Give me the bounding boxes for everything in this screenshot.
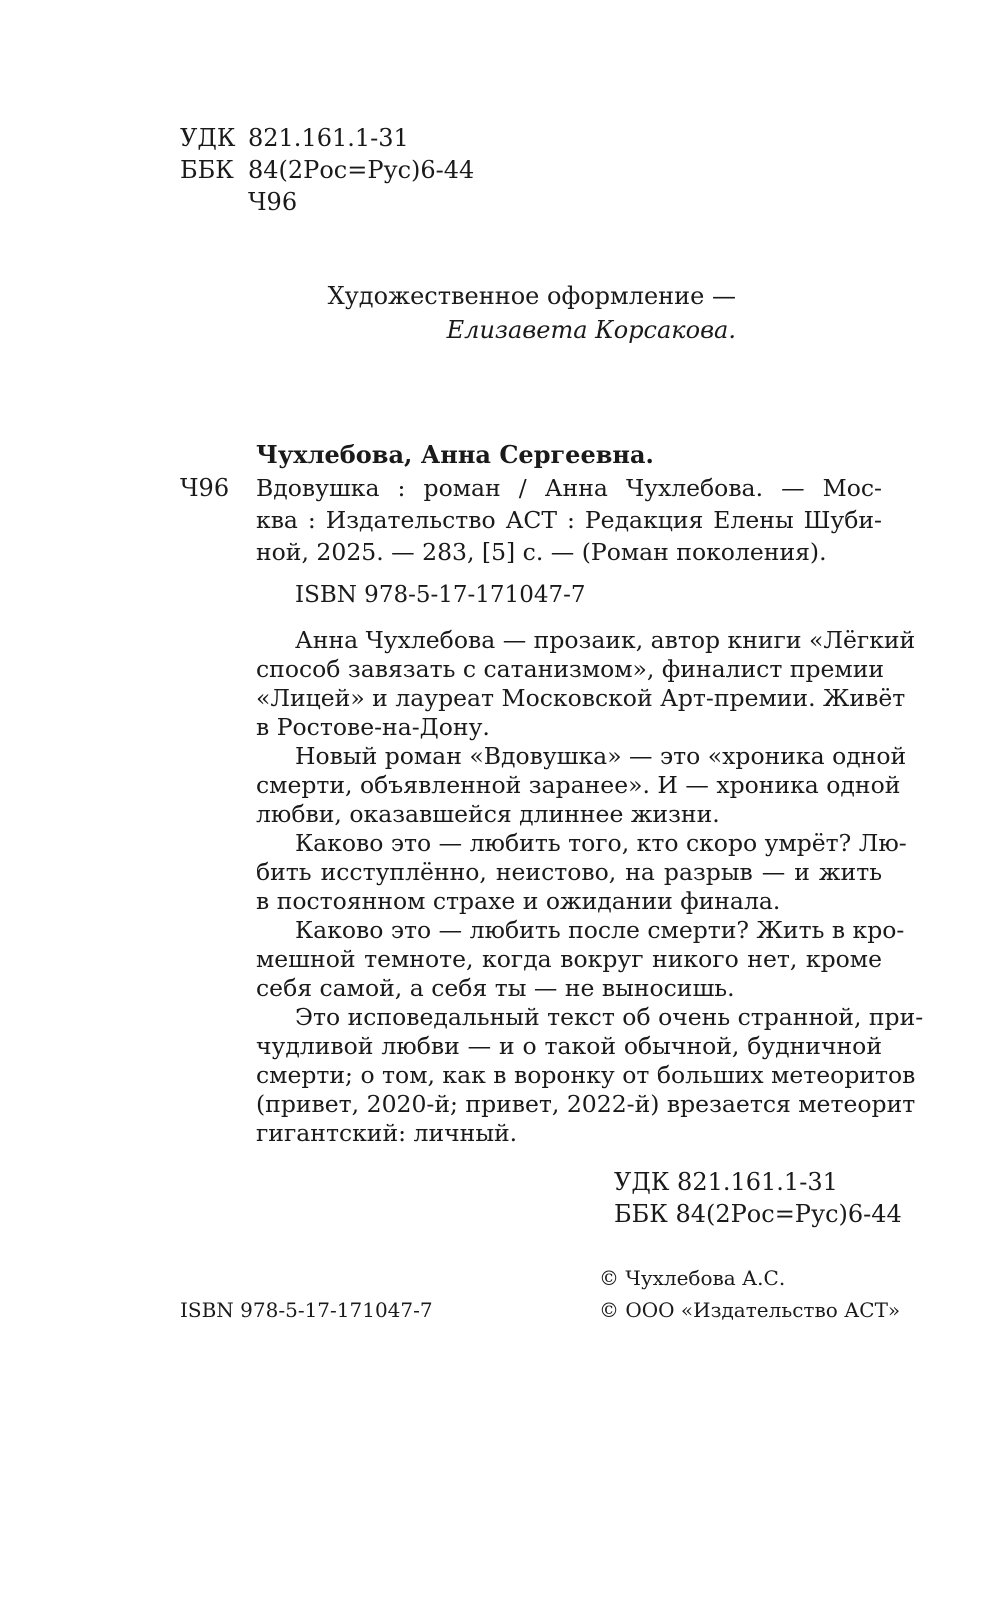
entry-line: ква : Издательство АСТ : Редакция Елены Шуби- — [256, 506, 882, 534]
copyright-publisher: © ООО «Издательство АСТ» — [599, 1298, 901, 1322]
udk-label: УДК — [180, 124, 236, 152]
bottom-bbk: ББК 84(2Рос=Рус)6-44 — [614, 1200, 902, 1228]
annotation-line: любви, оказавшейся длиннее жизни. — [256, 800, 720, 828]
copyright-author: © Чухлебова А.С. — [599, 1266, 786, 1290]
bbk-value: 84(2Рос=Рус)6-44 — [248, 156, 475, 184]
annotation-line: Каково это — любить того, кто скоро умрёт? Лю- — [295, 829, 907, 857]
annotation-line: себя самой, а себя ты — не выносишь. — [256, 974, 735, 1002]
annotation-line: мешной темноте, когда вокруг никого нет, кроме — [256, 945, 882, 973]
entry-author: Чухлебова, Анна Сергеевна. — [256, 440, 654, 469]
entry-isbn: ISBN 978-5-17-171047-7 — [295, 582, 586, 608]
annotation-line: чудливой любви — и о такой обычной, будничной — [256, 1032, 882, 1060]
bottom-isbn: ISBN 978-5-17-171047-7 — [180, 1298, 433, 1322]
annotation-line: Это исповедальный текст об очень странной, при- — [295, 1003, 924, 1031]
credit-name: Елизавета Корсакова. — [446, 316, 736, 344]
bottom-udk: УДК 821.161.1-31 — [614, 1168, 838, 1196]
annotation-line: гигантский: личный. — [256, 1119, 518, 1147]
annotation-line: в постоянном страхе и ожидании финала. — [256, 887, 781, 915]
entry-line: Вдовушка : роман / Анна Чухлебова. — Мос- — [256, 474, 882, 502]
annotation-line: (привет, 2020-й; привет, 2022-й) врезается метеорит — [256, 1090, 916, 1118]
annotation-line: Новый роман «Вдовушка» — это «хроника одной — [295, 742, 907, 770]
annotation-line: бить исступлённо, неистово, на разрыв — и жить — [256, 858, 882, 886]
annotation-line: в Ростове-на-Дону. — [256, 713, 490, 741]
entry-code: Ч96 — [180, 474, 230, 502]
author-sign: Ч96 — [248, 188, 298, 216]
bbk-label: ББК — [180, 156, 234, 184]
annotation-line: Анна Чухлебова — прозаик, автор книги «Лёгкий — [295, 626, 916, 654]
annotation-line: способ завязать с сатанизмом», финалист премии — [256, 655, 885, 683]
annotation-line: смерти, объявленной заранее». И — хроника одной — [256, 771, 901, 799]
entry-line: ной, 2025. — 283, [5] с. — (Роман поколения). — [256, 538, 827, 566]
annotation-line: смерти; о том, как в воронку от больших метеоритов — [256, 1061, 916, 1089]
annotation-line: «Лицей» и лауреат Московской Арт-премии. Живёт — [256, 684, 906, 712]
annotation-line: Каково это — любить после смерти? Жить в кро- — [295, 916, 905, 944]
udk-value: 821.161.1-31 — [248, 124, 409, 152]
credit-line: Художественное оформление — — [327, 282, 736, 310]
